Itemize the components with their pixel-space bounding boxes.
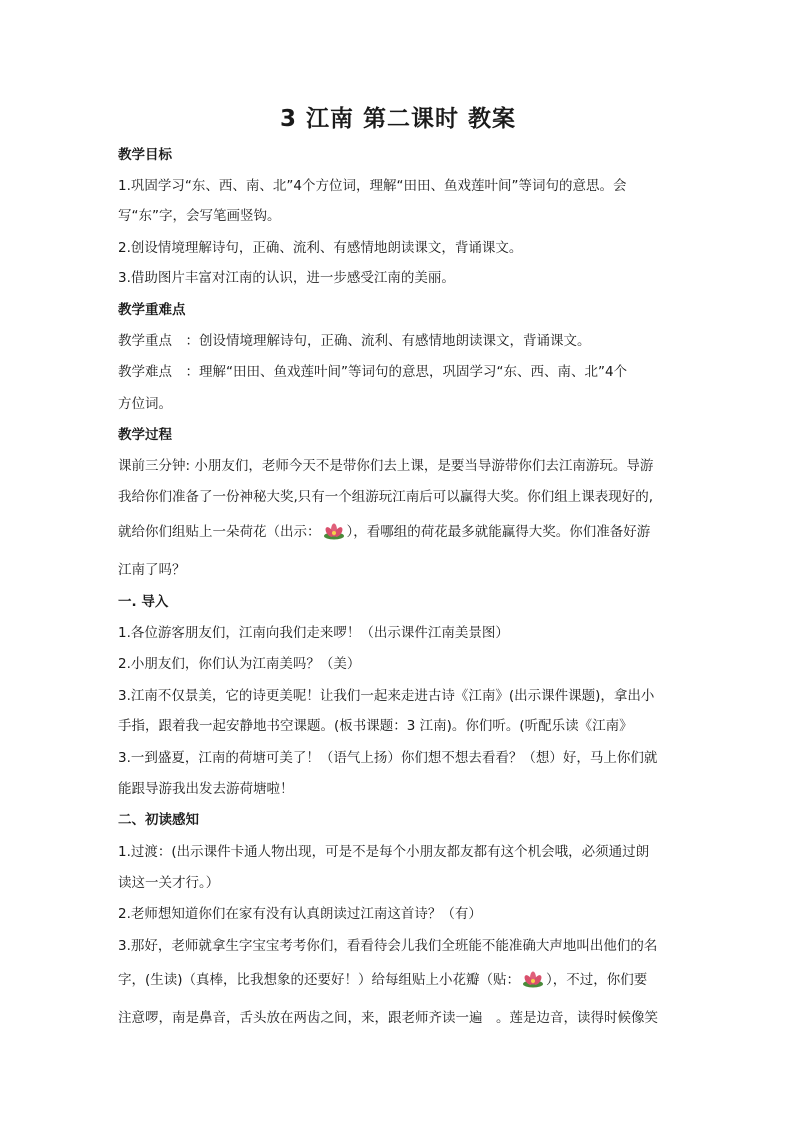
goal-2: 2.创设情境理解诗句，正确、流利、有感情地朗读课文，背诵课文。: [118, 240, 523, 256]
reading-3-line-3: 注意啰，南是鼻音，舌头放在两齿之间，来，跟老师齐读一遍 。莲是边音，读得时候像笑: [118, 1010, 658, 1026]
pre-class-line-2: 我给你们准备了一份神秘大奖,只有一个组游玩江南后可以赢得大奖。你们组上课表现好的,: [118, 489, 654, 505]
intro-2: 2.小朋友们，你们认为江南美吗？（美）: [118, 656, 361, 672]
page-title: 3 江南 第二课时 教案: [279, 106, 517, 132]
reading-3-line-2: [118, 970, 678, 990]
reading-heading: 二、初读感知: [118, 812, 199, 828]
pre-class-line-3-end: ），看哪组的荷花最多就能赢得大奖。你们准备好游: [346, 524, 651, 540]
pre-class-line-3: [118, 522, 678, 542]
lotus-flower-icon: [522, 970, 544, 988]
reading-3-line-1: 3.那好，老师就拿生字宝宝考考你们，看看待会儿我们全班能不能准确大声地叫出他们的名: [118, 938, 658, 954]
difficulty-line-2: 方位词。: [118, 396, 172, 412]
process-heading: 教学过程: [118, 427, 172, 443]
goal-1-line-2: 写“东”字，会写笔画竖钩。: [118, 208, 281, 224]
goal-1-line-1: 1.巩固学习“东、西、南、北”4个方位词，理解“田田、鱼戏莲叶间”等词句的意思。会: [118, 178, 627, 194]
intro-4-line-2: 能跟导游我出发去游荷塘啦！: [118, 781, 294, 797]
intro-1: 1.各位游客朋友们，江南向我们走来啰！（出示课件江南美景图）: [118, 625, 509, 641]
reading-2: 2.老师想知道你们在家有没有认真朗读过江南这首诗？（有）: [118, 906, 482, 922]
key-points-heading: 教学重难点: [118, 302, 186, 318]
intro-heading: 一. 导入: [118, 594, 169, 610]
intro-3-line-1: 3.江南不仅景美，它的诗更美呢！让我们一起来走进古诗《江南》(出示课件课题)，拿出小: [118, 688, 655, 704]
reading-1-line-1: 1.过渡：(出示课件卡通人物出现，可是不是每个小朋友都友都有这个机会哦，必须通过朗: [118, 844, 650, 860]
difficulty-line-1: 教学难点 ：理解“田田、鱼戏莲叶间”等词句的意思，巩固学习“东、西、南、北”4个: [118, 364, 628, 380]
intro-3-line-2: 手指，跟着我一起安静地书空课题。(板书课题：3 江南)。你们听。(听配乐读《江南》: [118, 718, 633, 734]
goals-heading: 教学目标: [118, 147, 172, 163]
pre-class-line-4: 江南了吗？: [118, 562, 186, 578]
intro-4-line-1: 3.一到盛夏，江南的荷塘可美了！（语气上扬）你们想不想去看看？（想）好，马上你们就: [118, 750, 658, 766]
pre-class-line-3-start: 就给你们组贴上一朵荷花（出示：: [118, 524, 321, 540]
key-point: 教学重点 ：创设情境理解诗句，正确、流利、有感情地朗读课文，背诵课文。: [118, 333, 591, 349]
pre-class-line-1: 课前三分钟: 小朋友们，老师今天不是带你们去上课，是要当导游带你们去江南游玩。导游: [118, 458, 654, 474]
reading-1-line-2: 读这一关才行。）: [118, 875, 220, 891]
goal-3: 3.借助图片丰富对江南的认识，进一步感受江南的美丽。: [118, 270, 455, 286]
lotus-flower-icon: [323, 522, 345, 540]
reading-3-line-2-end: ），不过，你们要: [546, 972, 648, 988]
reading-3-line-2-start: 字，(生读)（真棒，比我想象的还要好！）给每组贴上小花瓣（贴：: [118, 972, 521, 988]
